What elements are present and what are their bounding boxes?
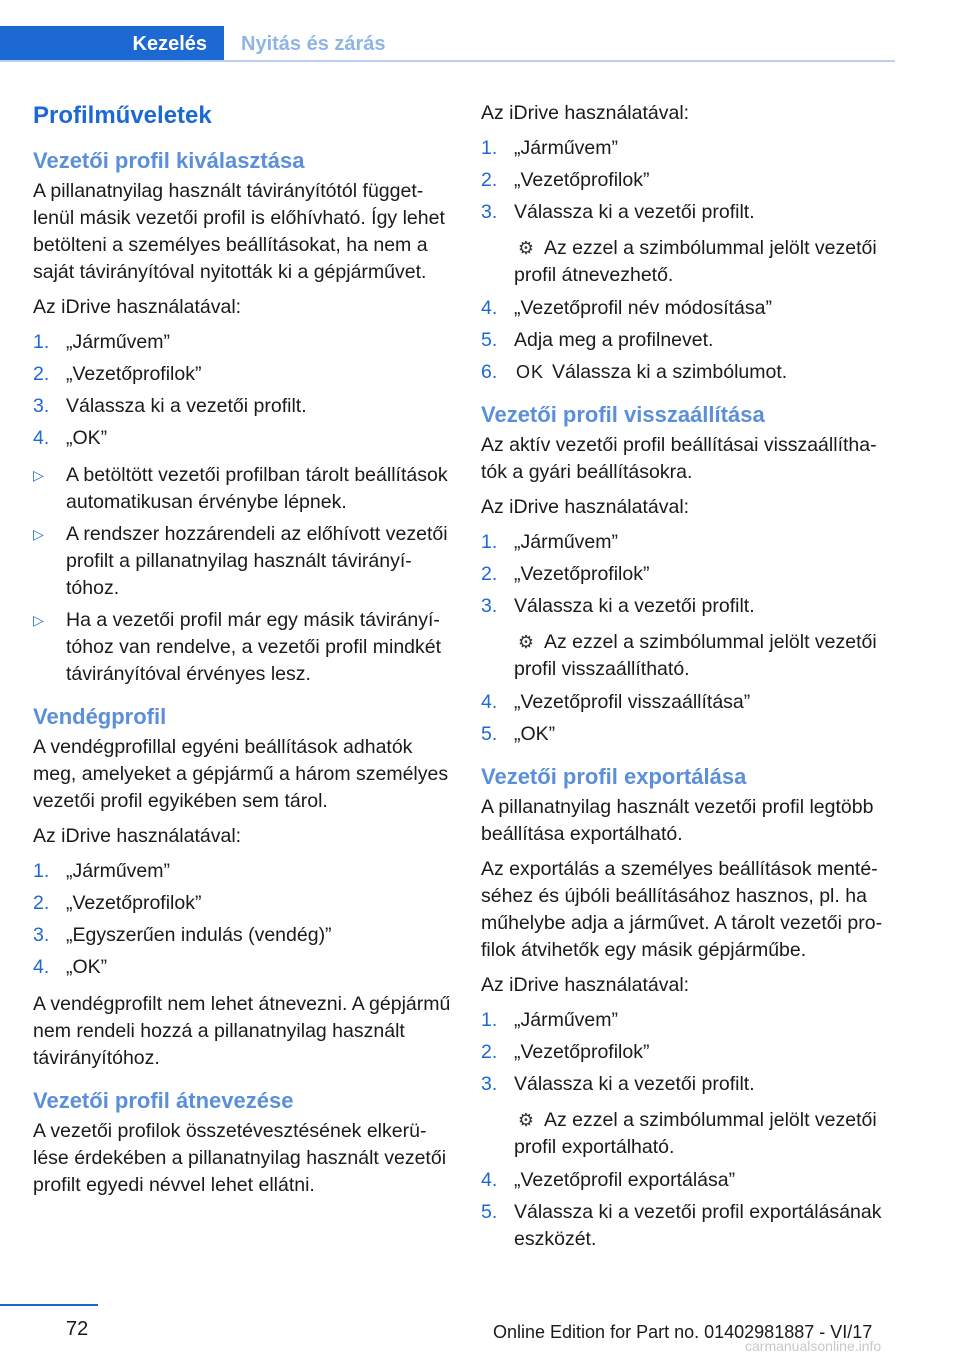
step-number: 2. (33, 892, 50, 914)
idrive-intro: Az iDrive használatával: (33, 296, 242, 318)
idrive-intro: Az iDrive használatával: (481, 102, 690, 124)
step-text: „Vezetőprofil exportálása” (514, 1169, 736, 1191)
step-text: Válassza ki a vezetői profil exportálásának eszközét. (514, 1201, 882, 1250)
step-number: 1. (481, 531, 498, 553)
step-number: 4. (481, 691, 498, 713)
settings-gear-icon: ⚙ (517, 1110, 535, 1130)
page-header (0, 26, 895, 62)
step-list (33, 329, 453, 452)
list-item (33, 890, 453, 917)
left-column (33, 100, 453, 1207)
list-item (33, 393, 453, 420)
idrive-intro: Az iDrive használatával: (33, 825, 242, 847)
step-number: 5. (481, 1201, 498, 1223)
step-text: „OK” (66, 427, 108, 449)
step-list (481, 1007, 896, 1098)
paragraph: A vendégprofilt nem lehet átnevezni. A gépjármű nem rendeli hozzá a pillanatnyilag használt távirányítóhoz. (33, 993, 451, 1069)
step-list (33, 858, 453, 981)
step-number: 4. (33, 427, 50, 449)
step-text: „Járművem” (514, 531, 619, 553)
step-text: „Vezetőprofilok” (514, 169, 650, 191)
list-item (481, 167, 896, 194)
step-text: Válassza ki a vezetői profilt. (514, 595, 755, 617)
list-item (481, 593, 896, 620)
step-text: „Vezetőprofilok” (514, 563, 650, 585)
chapter-tab-kezeles: Kezelés (0, 26, 224, 62)
bullet-text: A betöltött vezetői profilban tárolt beállítások automatikusan érvénybe lépnek. (66, 464, 448, 513)
list-item (481, 359, 896, 386)
list-item (481, 327, 896, 354)
triangle-bullet-icon: ▷ (33, 526, 44, 542)
list-item (481, 561, 896, 588)
step-text: „Járművem” (66, 331, 171, 353)
step-number: 2. (481, 169, 498, 191)
list-item (33, 329, 453, 356)
step-text: „Járművem” (514, 137, 619, 159)
bullet-text: A rendszer hozzárendeli az előhívott vezetői profilt a pillanatnyilag használt távirányítóhoz. (66, 523, 448, 599)
symbol-note (481, 235, 896, 289)
list-item (481, 1039, 896, 1066)
list-item (481, 529, 896, 556)
step-number: 2. (481, 1041, 498, 1063)
list-item (481, 199, 896, 226)
step-text: „Vezetőprofil visszaállítása” (514, 691, 751, 713)
step-list (481, 295, 896, 386)
list-item (481, 1071, 896, 1098)
section-heading-guest-profile: Vendégprofil (33, 704, 167, 729)
list-item (33, 462, 453, 516)
step-list (481, 689, 896, 748)
list-item (481, 1199, 896, 1253)
step-text: „OK” (66, 956, 108, 978)
ok-symbol-icon: OK (516, 362, 545, 382)
section-heading-select-profile: Vezetői profil kiválasztása (33, 148, 305, 173)
list-item (33, 521, 453, 602)
list-item (33, 425, 453, 452)
paragraph: Az exportálás a személyes beállítások mentéséhez és újbóli beállításához hasznos, pl. ha műhelybe adja a járművet. A tárolt vezetői profilok átvihetők egy másik gépjárműbe. (481, 858, 883, 961)
step-number: 2. (481, 563, 498, 585)
footer-divider (0, 1304, 98, 1306)
step-number: 1. (481, 137, 498, 159)
note-text: Az ezzel a szimbólummal jelölt vezetői profil exportálható. (514, 1109, 877, 1158)
note-text: Az ezzel a szimbólummal jelölt vezetői profil visszaállítható. (514, 631, 877, 680)
step-number: 1. (481, 1009, 498, 1031)
list-item (33, 607, 453, 688)
list-item (33, 858, 453, 885)
step-text: Válassza ki a vezetői profilt. (66, 395, 307, 417)
bullet-list (33, 462, 453, 688)
step-number: 4. (33, 956, 50, 978)
right-column (481, 100, 896, 1263)
edition-note: Online Edition for Part no. 01402981887 - VI/17 (493, 1322, 873, 1342)
page-number: 72 (66, 1318, 89, 1340)
symbol-note (481, 629, 896, 683)
paragraph: Az aktív vezetői profil beállításai visszaállíthatók a gyári beállításokra. (481, 434, 877, 483)
watermark: carmanualsonline.info (745, 1338, 882, 1354)
section-heading-reset-profile: Vezetői profil visszaállítása (481, 402, 765, 427)
step-text: „Vezetőprofilok” (66, 892, 202, 914)
step-text: Válassza ki a szimbólumot. (552, 361, 788, 383)
page-title: Profilműveletek (33, 102, 212, 129)
step-number: 4. (481, 297, 498, 319)
bullet-text: Ha a vezetői profil már egy másik távirányítóhoz van rendelve, a vezetői profil mindkét távirányítóval érvényes lesz. (66, 609, 442, 685)
step-number: 3. (33, 395, 50, 417)
list-item (481, 295, 896, 322)
header-divider (0, 60, 895, 62)
step-number: 5. (481, 329, 498, 351)
list-item (33, 922, 453, 949)
step-number: 6. (481, 361, 498, 383)
symbol-note (481, 1107, 896, 1161)
idrive-intro: Az iDrive használatával: (481, 496, 690, 518)
step-list (481, 135, 896, 226)
triangle-bullet-icon: ▷ (33, 612, 44, 628)
section-heading-rename-profile: Vezetői profil átnevezése (33, 1088, 294, 1113)
step-text: „Vezetőprofil név módosítása” (514, 297, 772, 319)
step-text: „Járművem” (514, 1009, 619, 1031)
step-number: 4. (481, 1169, 498, 1191)
step-number: 3. (481, 595, 498, 617)
step-number: 1. (33, 860, 50, 882)
list-item (481, 1167, 896, 1194)
step-text: „OK” (514, 723, 556, 745)
step-text: „Vezetőprofilok” (66, 363, 202, 385)
step-number: 5. (481, 723, 498, 745)
paragraph: A pillanatnyilag használt vezetői profil legtöbb beállítása exportálható. (481, 796, 874, 845)
step-list (481, 529, 896, 620)
step-list (481, 1167, 896, 1253)
paragraph: A vendégprofillal egyéni beállítások adhatók meg, amelyeket a gépjármű a három személyes vezetői profil egyikében sem tárol. (33, 736, 449, 812)
step-text: Adja meg a profilnevet. (514, 329, 714, 351)
idrive-intro: Az iDrive használatával: (481, 974, 690, 996)
step-text: „Egyszerűen indulás (vendég)” (66, 924, 332, 946)
list-item (33, 954, 453, 981)
step-text: „Vezetőprofilok” (514, 1041, 650, 1063)
step-number: 2. (33, 363, 50, 385)
step-number: 3. (481, 1073, 498, 1095)
list-item (33, 361, 453, 388)
step-number: 3. (33, 924, 50, 946)
step-text: „Járművem” (66, 860, 171, 882)
paragraph: A pillanatnyilag használt távirányítótól függetlenül másik vezetői profil is előhívható. Így lehet betölteni a személyes beállításokat, ha nem a saját távirányítóval nyitották ki a gépjárművet. (33, 180, 445, 283)
settings-gear-icon: ⚙ (517, 632, 535, 652)
list-item (481, 1007, 896, 1034)
section-tab-nyitas-es-zaras: Nyitás és zárás (241, 32, 386, 55)
paragraph: A vezetői profilok összetévesztésének elkerülése érdekében a pillanatnyilag használt vezetői profilt egyedi névvel lehet ellátni. (33, 1120, 447, 1196)
triangle-bullet-icon: ▷ (33, 467, 44, 483)
list-item (481, 689, 896, 716)
step-number: 3. (481, 201, 498, 223)
section-heading-export-profile: Vezetői profil exportálása (481, 764, 747, 789)
step-number: 1. (33, 331, 50, 353)
note-text: Az ezzel a szimbólummal jelölt vezetői profil átnevezhető. (514, 237, 877, 286)
step-text: Válassza ki a vezetői profilt. (514, 1073, 755, 1095)
settings-gear-icon: ⚙ (517, 238, 535, 258)
step-text: Válassza ki a vezetői profilt. (514, 201, 755, 223)
list-item (481, 721, 896, 748)
list-item (481, 135, 896, 162)
